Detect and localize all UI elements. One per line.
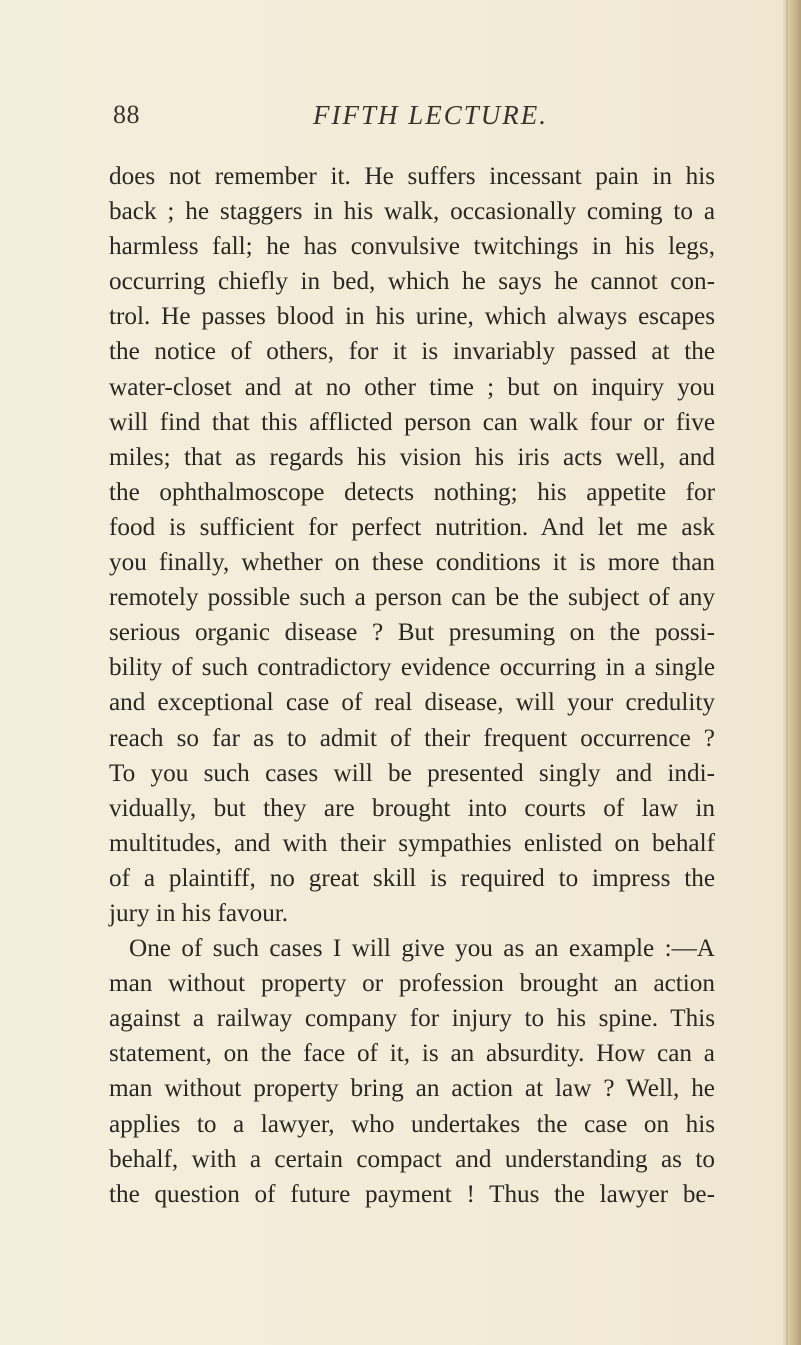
text-line: back ; he staggers in his walk, occasionally coming to a: [109, 198, 715, 226]
body-text: [109, 159, 715, 1212]
page-header: [0, 100, 801, 140]
text-line: of a plaintiff, no great skill is required to impress the: [109, 864, 715, 892]
text-line: One of such cases I will give you as an example :—A: [129, 935, 715, 963]
text-line: man without property bring an action at law ? Well, he: [109, 1075, 715, 1103]
text-line: does not remember it. He suffers incessant pain in his: [109, 163, 715, 190]
text-line: the question of future payment ! Thus the lawyer be-: [109, 1180, 715, 1208]
text-line: bility of such contradictory evidence occurring in a single: [109, 654, 715, 682]
text-line: will find that this afflicted person can walk four or five: [109, 408, 715, 436]
text-line: you finally, whether on these conditions it is more than: [109, 549, 715, 577]
text-line: the notice of others, for it is invariably passed at the: [109, 338, 715, 366]
running-head: FIFTH LECTURE.: [313, 100, 549, 130]
text-line: miles; that as regards his vision his iris acts well, and: [109, 443, 715, 471]
text-line: food is sufficient for perfect nutrition. And let me ask: [109, 513, 715, 541]
text-line: reach so far as to admit of their frequent occurrence ?: [109, 724, 715, 752]
text-line: behalf, with a certain compact and understanding as to: [109, 1145, 715, 1173]
text-line: vidually, but they are brought into courts of law in: [109, 794, 715, 822]
text-line: remotely possible such a person can be the subject of any: [109, 584, 715, 612]
text-line: To you such cases will be presented singly and indi-: [109, 759, 715, 787]
text-line: water-closet and at no other time ; but on inquiry you: [109, 373, 715, 401]
text-line: applies to a lawyer, who undertakes the case on his: [109, 1110, 715, 1138]
text-line: man without property or profession brought an action: [109, 970, 715, 998]
text-line: serious organic disease ? But presuming on the possi-: [109, 619, 715, 647]
text-line: jury in his favour.: [109, 899, 289, 927]
text-line: harmless fall; he has convulsive twitchings in his legs,: [109, 233, 715, 261]
text-line: occurring chiefly in bed, which he says he cannot con-: [109, 268, 715, 296]
page-edge: [783, 0, 801, 1345]
text-line: the ophthalmoscope detects nothing; his appetite for: [109, 478, 715, 506]
page-number: 88: [113, 100, 140, 129]
text-line: and exceptional case of real disease, will your credulity: [109, 689, 715, 717]
text-line: trol. He passes blood in his urine, which always escapes: [109, 303, 715, 331]
text-line: against a railway company for injury to his spine. This: [109, 1005, 715, 1033]
text-line: statement, on the face of it, is an absurdity. How can a: [109, 1040, 715, 1068]
text-line: multitudes, and with their sympathies enlisted on behalf: [109, 829, 715, 857]
